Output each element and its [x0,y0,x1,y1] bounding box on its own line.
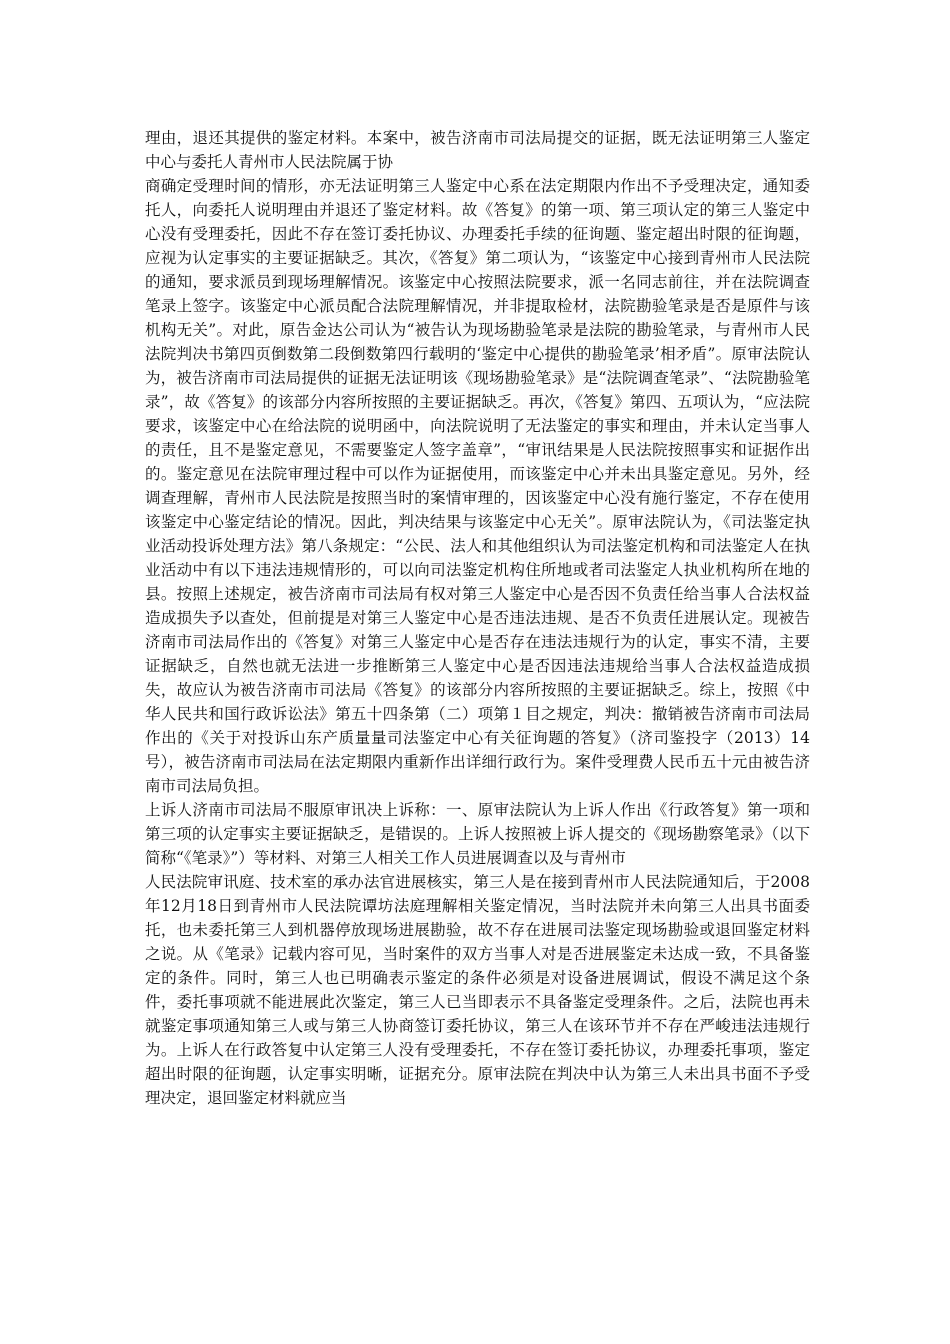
document-body [145,126,810,1110]
paragraph: 理由，退还其提供的鉴定材料。本案中，被告济南市司法局提交的证据，既无法证明第三人鉴定中心与委托人青州市人民法院属于协 [145,129,810,171]
paragraph: 上诉人济南市司法局不服原审讯决上诉称：一、原审法院认为上诉人作出《行政答复》第一项和第三项的认定事实主要证据缺乏，是错误的。上诉人按照被上诉人提交的《现场勘察笔录》（以下简称“《笔录》”）等材料、对第三人相关工作人员进展调查以及与青州市 [145,801,810,867]
paragraph: 人民法院审讯庭、技术室的承办法官进展核实，第三人是在接到青州市人民法院通知后，于2008年12月18日到青州市人民法院谭坊法庭理解相关鉴定情况，当时法院并未向第三人出具书面委托，也未委托第三人到机器停放现场进展勘验，故不存在进展司法鉴定现场勘验或退回鉴定材料之说。从《笔录》记载内容可见，当时案件的双方当事人对是否进展鉴定未达成一致，不具备鉴定的条件。同时，第三人也已明确表示鉴定的条件必须是对设备进展调试，假设不满足这个条件，委托事项就不能进展此次鉴定，第三人已当即表示不具备鉴定受理条件。之后，法院也再未就鉴定事项通知第三人或与第三人协商签订委托协议，第三人在该环节并不存在严峻违法违规行为。上诉人在行政答复中认定第三人没有受理委托，不存在签订委托协议，办理委托事项，鉴定超出时限的征询题，认定事实明晰，证据充分。原审法院在判决中认为第三人未出具书面不予受理决定，退回鉴定材料就应当 [145,873,810,1107]
paragraph: 商确定受理时间的情形，亦无法证明第三人鉴定中心系在法定期限内作出不予受理决定，通知委托人，向委托人说明理由并退还了鉴定材料。故《答复》的第一项、第三项认定的第三人鉴定中心没有受理委托，因此不存在签订委托协议、办理委托手续的征询题、鉴定超出时限的征询题，应视为认定事实的主要证据缺乏。其次，《答复》第二项认为，“该鉴定中心接到青州市人民法院的通知，要求派员到现场理解情况。该鉴定中心按照法院要求，派一名同志前往，并在法院调查笔录上签字。该鉴定中心派员配合法院理解情况，并非提取检材，法院勘验笔录是否是原件与该机构无关”。对此，原告金达公司认为“被告认为现场勘验笔录是法院的勘验笔录，与青州市人民法院判决书第四页倒数第二段倒数第四行载明的‘鉴定中心提供的勘验笔录’相矛盾”。原审法院认为，被告济南市司法局提供的证据无法证明该《现场勘验笔录》是“法院调查笔录”、“法院勘验笔录”，故《答复》的该部分内容所按照的主要证据缺乏。再次，《答复》第四、五项认为，“应法院要求，该鉴定中心在给法院的说明函中，向法院说明了无法鉴定的事实和理由，并未认定当事人的责任，且不是鉴定意见，不需要鉴定人签字盖章”，“审讯结果是人民法院按照事实和证据作出的。鉴定意见在法院审理过程中可以作为证据使用，而该鉴定中心并未出具鉴定意见。另外，经调查理解，青州市人民法院是按照当时的案情审理的，因该鉴定中心没有施行鉴定，不存在使用该鉴定中心鉴定结论的情况。因此，判决结果与该鉴定中心无关”。原审法院认为，《司法鉴定执业活动投诉处理方法》第八条规定：“公民、法人和其他组织认为司法鉴定机构和司法鉴定人在执业活动中有以下违法违规情形的，可以向司法鉴定机构住所地或者司法鉴定人执业机构所在地的县。按照上述规定，被告济南市司法局有权对第三人鉴定中心是否因不负责任给当事人合法权益造成损失予以查处，但前提是对第三人鉴定中心是否违法违规、是否不负责任进展认定。现被告济南市司法局作出的《答复》对第三人鉴定中心是否存在违法违规行为的认定，事实不清，主要证据缺乏，自然也就无法进一步推断第三人鉴定中心是否因违法违规给当事人合法权益造成损失，故应认为被告济南市司法局《答复》的该部分内容所按照的主要证据缺乏。综上，按照《中华人民共和国行政诉讼法》第五十四条第（二）项第１目之规定，判决：撤销被告济南市司法局作出的《关于对投诉山东产质量量司法鉴定中心有关征询题的答复》（济司鉴投字（2013）14号），被告济南市司法局在法定期限内重新作出详细行政行为。案件受理费人民币五十元由被告济南市司法局负担。 [145,177,810,795]
